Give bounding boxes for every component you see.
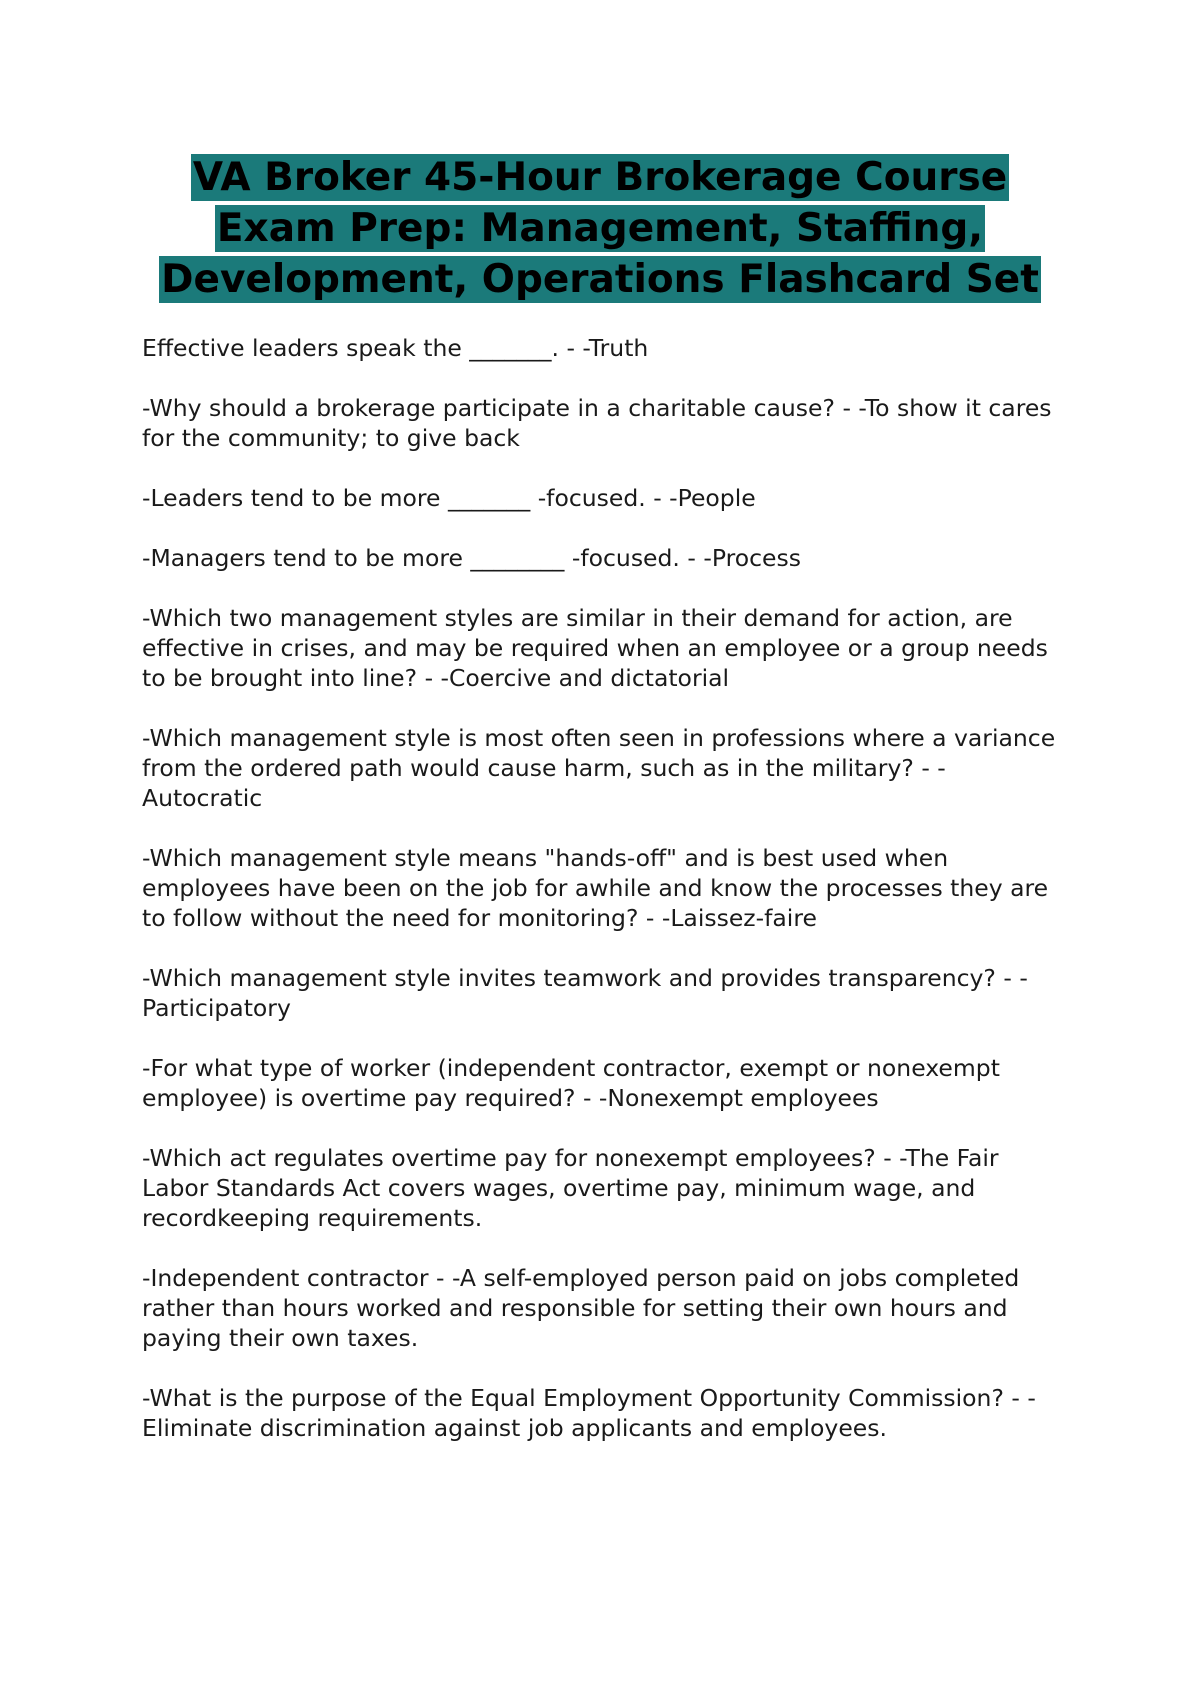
flashcard-separator: - bbox=[679, 544, 704, 572]
flashcard-answer: -A self-employed person paid on jobs completed rather than hours worked and responsible for setting their own hours and paying their own taxes. bbox=[142, 1264, 1020, 1352]
flashcard-question: -Why should a brokerage participate in a charitable cause? bbox=[142, 394, 835, 422]
flashcard-answer: -Nonexempt employees bbox=[598, 1084, 879, 1112]
flashcard-question: -Which management style invites teamwork and provides transparency? bbox=[142, 964, 996, 992]
flashcard-separator: - bbox=[995, 964, 1020, 992]
flashcard-separator: - bbox=[428, 1264, 452, 1292]
flashcard-question: -What is the purpose of the Equal Employment Opportunity Commission? bbox=[142, 1384, 1004, 1412]
flashcard-separator: - bbox=[1003, 1384, 1028, 1412]
flashcard-question: -Which management style means "hands-off" and is best used when employees have been on the job for awhile and know the processes they are to follow without the need for monitoring? bbox=[142, 844, 1049, 932]
flashcard-question: -Which management style is most often seen in professions where a variance from the ordered path would cause harm, such as in the military? bbox=[142, 724, 1056, 782]
flashcard-question: -Independent contractor bbox=[142, 1264, 429, 1292]
flashcard-question: -Which two management styles are similar in their demand for action, are effective in crises, and may be required when an employee or a group needs to be brought into line? bbox=[142, 604, 1048, 692]
flashcard-item bbox=[142, 603, 1062, 693]
flashcard-item bbox=[142, 483, 1062, 513]
flashcard-item bbox=[142, 333, 1062, 363]
flashcard-answer: -Laissez-faire bbox=[661, 904, 817, 932]
flashcard-separator: - bbox=[645, 484, 670, 512]
flashcard-question: -Managers tend to be more ________ -focused. bbox=[142, 544, 680, 572]
flashcard-question: -Leaders tend to be more _______ -focused. bbox=[142, 484, 646, 512]
flashcard-separator: - bbox=[913, 754, 938, 782]
flashcard-separator: - bbox=[417, 664, 441, 692]
flashcard-answer: -To show it cares for the community; to give back bbox=[142, 394, 1052, 452]
flashcard-item bbox=[142, 543, 1062, 573]
document-title bbox=[140, 152, 1060, 305]
flashcard-answer: -People bbox=[669, 484, 756, 512]
flashcard-list bbox=[142, 333, 1062, 1473]
flashcard-item bbox=[142, 1383, 1062, 1443]
flashcard-question: -Which act regulates overtime pay for nonexempt employees? bbox=[142, 1144, 876, 1172]
flashcard-separator: - bbox=[559, 334, 583, 362]
flashcard-item bbox=[142, 1143, 1062, 1233]
flashcard-answer: -The Fair Labor Standards Act covers wages, overtime pay, minimum wage, and recordkeeping requirements. bbox=[142, 1144, 999, 1232]
flashcard-answer: -Process bbox=[703, 544, 801, 572]
flashcard-item bbox=[142, 1263, 1062, 1353]
flashcard-answer: -Autocratic bbox=[142, 754, 946, 812]
flashcard-separator: - bbox=[875, 1144, 900, 1172]
flashcard-item bbox=[142, 723, 1062, 813]
flashcard-item bbox=[142, 963, 1062, 1023]
flashcard-separator: - bbox=[575, 1084, 599, 1112]
flashcard-question: -For what type of worker (independent contractor, exempt or nonexempt employee) is overtime pay required? bbox=[142, 1054, 1000, 1112]
flashcard-answer: -Participatory bbox=[142, 964, 1028, 1022]
flashcard-item bbox=[142, 1053, 1062, 1113]
flashcard-separator: - bbox=[835, 394, 859, 422]
flashcard-separator: - bbox=[638, 904, 662, 932]
flashcard-answer: -Truth bbox=[582, 334, 649, 362]
flashcard-answer: -Eliminate discrimination against job applicants and employees. bbox=[142, 1384, 1036, 1442]
flashcard-answer: -Coercive and dictatorial bbox=[440, 664, 730, 692]
flashcard-question: Effective leaders speak the _______. bbox=[142, 334, 559, 362]
flashcard-item bbox=[142, 393, 1062, 453]
document-title-text: VA Broker 45-Hour Brokerage Course Exam Prep: Management, Staffing, Development, Operations Flashcard Set bbox=[161, 155, 1039, 302]
flashcard-item bbox=[142, 843, 1062, 933]
